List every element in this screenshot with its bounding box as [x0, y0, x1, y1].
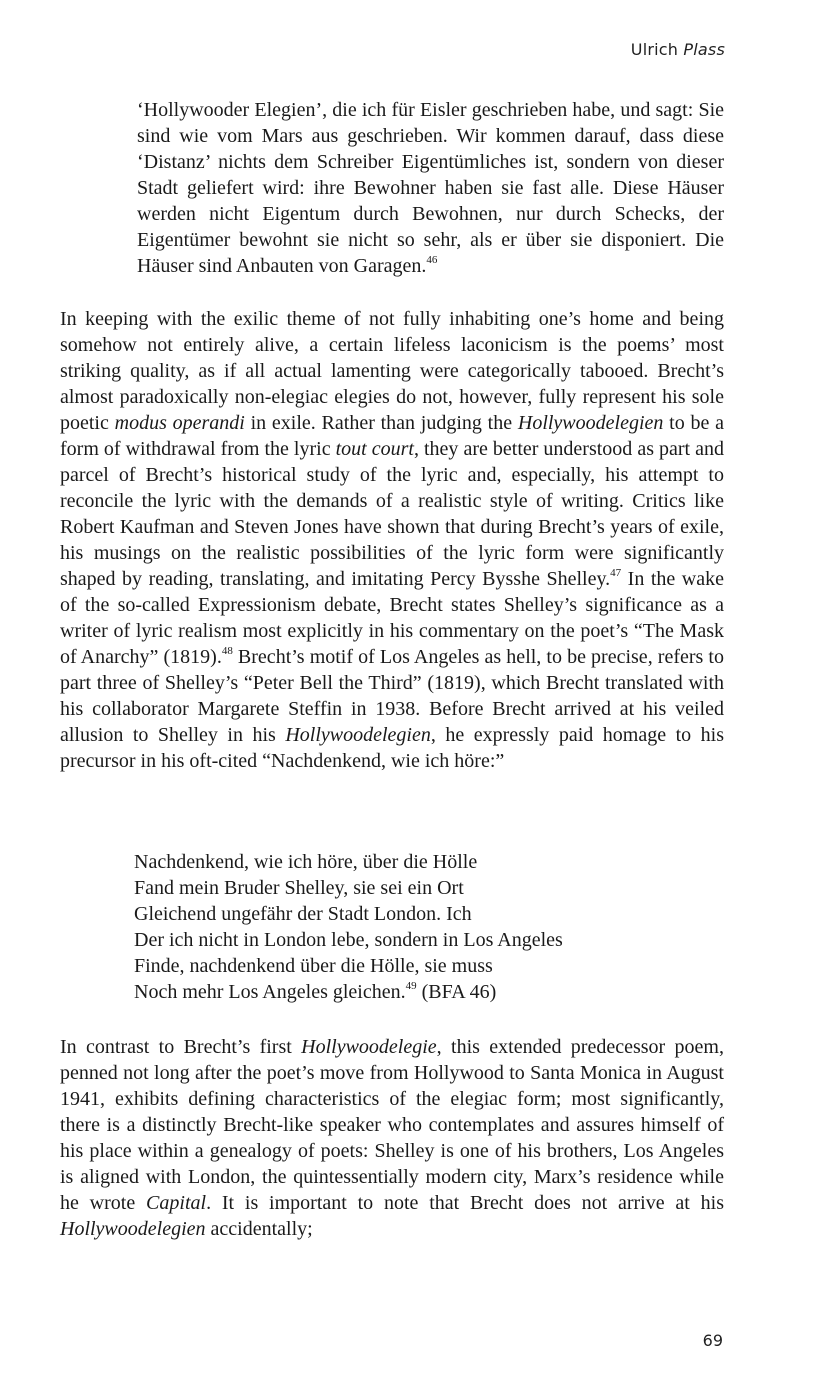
- footnote-ref-47: 47: [610, 567, 622, 580]
- footnote-ref-48: 48: [221, 645, 233, 658]
- poem-line-last: [134, 979, 694, 1005]
- text-run: accidentally;: [205, 1218, 313, 1240]
- body-paragraph-2: [60, 1034, 724, 1242]
- body-paragraph-1: [60, 306, 724, 774]
- poem-line: Der ich nicht in London lebe, sondern in Los Angeles: [134, 929, 563, 951]
- block-quote: [137, 97, 724, 279]
- italic-run: Capital: [146, 1192, 207, 1214]
- text-run: in exile. Rather than judging the: [244, 412, 518, 434]
- italic-run: Hollywoodelegien: [285, 724, 431, 746]
- running-header: [631, 40, 725, 59]
- poem-quote: [134, 849, 694, 1005]
- text-run: to be a form of withdrawal from the lyric: [60, 412, 724, 460]
- author-last-name: Plass: [683, 40, 725, 59]
- poem-line: Gleichend ungefähr der Stadt London. Ich: [134, 903, 472, 925]
- text-run: , this extended predecessor poem, penned not long after the poet’s move from Hollywood to Santa Monica in August 1941, exhibits defining characteristics of the elegiac form; most significantly, there is a distinctly Brecht-like speaker who contemplates and assures himself of his place within a genealogy of poets: Shelley is one of his brothers, Los Angeles is aligned with London, the quintessentially modern city, Marx’s residence while he wrote: [60, 1036, 724, 1214]
- text-run: Brecht’s motif of Los Angeles as hell, to be precise, refers to part three of Shelley’s “Peter Bell the Third” (1819), which Brecht translated with his collaborator Margarete Steffin in 1938. Before Brecht arrived at his veiled allusion to Shelley in his: [60, 646, 724, 746]
- text-run: In keeping with the exilic theme of not fully inhabiting one’s home and being somehow not entirely alive, a certain lifeless laconicism is the poems’ most striking quality, as if all actual lamenting were categorically tabooed. Brecht’s almost paradoxically non-elegiac elegies do not, however, fully represent his sole poetic: [60, 308, 724, 434]
- poem-line: Nachdenkend, wie ich höre, über die Hölle: [134, 851, 478, 873]
- author-first-name: Ulrich: [630, 40, 679, 59]
- text-run: . It is important to note that Brecht does not arrive at his: [206, 1192, 725, 1214]
- text-run: , he expressly paid homage to his precursor in his oft-cited “Nachdenkend, wie ich höre:”: [60, 724, 724, 772]
- poem-citation: (BFA 46): [416, 981, 497, 1003]
- text-run: In contrast to Brecht’s first: [60, 1036, 302, 1058]
- footnote-ref-49: 49: [405, 980, 417, 993]
- italic-run: Hollywoodelegien: [60, 1218, 206, 1240]
- text-run: In the wake of the so-called Expressionism debate, Brecht states Shelley’s significance as a writer of lyric realism most explicitly in his commentary on the poet’s “The Mask of Anarchy” (1819).: [60, 568, 724, 668]
- italic-run: Hollywoodelegie: [301, 1036, 437, 1058]
- italic-run: Hollywoodelegien: [517, 412, 664, 434]
- poem-last-text: Noch mehr Los Angeles gleichen.: [134, 981, 406, 1003]
- poem-line: Finde, nachdenkend über die Hölle, sie muss: [134, 955, 493, 977]
- poem-line: Fand mein Bruder Shelley, sie sei ein Ort: [134, 877, 464, 899]
- italic-run: modus operandi: [114, 412, 245, 434]
- footnote-ref-46: 46: [426, 254, 438, 267]
- block-quote-text: ‘Hollywooder Elegien’, die ich für Eisler geschrieben habe, und sagt: Sie sind wie vom Mars aus geschrieben. Wir kommen darauf, dass diese ‘Distanz’ nichts dem Schreiber Eigentümliches ist, sondern von dieser Stadt geliefert wird: ihre Bewohner haben sie fast alle. Diese Häuser werden nicht Eigentum durch Bewohnen, nur durch Schecks, der Eigentümer bewohnt sie nicht so sehr, als er über sie disponiert. Die Häuser sind Anbauten von Garagen.: [137, 99, 724, 277]
- page-number: 69: [702, 1331, 723, 1350]
- text-run: , they are better understood as part and parcel of Brecht’s historical study of the lyric and, especially, his attempt to reconcile the lyric with the demands of a realistic style of writing. Critics like Robert Kaufman and Steven Jones have shown that during Brecht’s years of exile, his musings on the realistic possibilities of the lyric form were significantly shaped by reading, translating, and imitating Percy Bysshe Shelley.: [60, 438, 725, 590]
- italic-run: tout court: [335, 438, 414, 460]
